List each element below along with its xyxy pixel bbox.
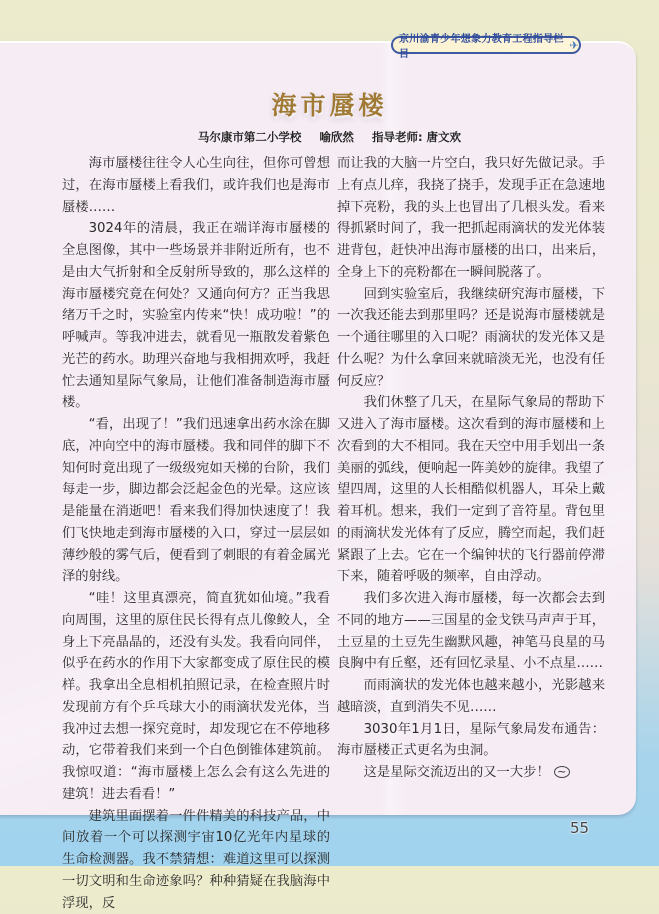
paragraph: 我们多次进入海市蜃楼，每一次都会去到不同的地方——三国星的金戈铁马声声于耳，土豆星的土豆先生幽默风趣，神笔马良星的马良胸中有丘壑，还有回忆录星、小不点星……: [337, 588, 605, 675]
paragraph: 回到实验室后，我继续研究海市蜃楼，下一次我还能去到那里吗？还是说海市蜃楼就是一个通往哪里的入口呢？雨滴状的发光体又是什么呢？为什么拿回来就暗淡无光，也没有任何反应？: [337, 284, 605, 393]
final-paragraph: [337, 762, 605, 784]
byline-school: 马尔康市第二小学校: [198, 130, 302, 144]
byline-author: 喻欣然: [319, 130, 354, 144]
page-number: 55: [570, 819, 589, 837]
paragraph: “看，出现了！”我们迅速拿出药水涂在脚底，冲向空中的海市蜃楼。我和同伴的脚下不知何时竟出现了一级级宛如天梯的台阶，我们每走一步，脚边都会泛起金色的光晕。这应该是能量在消逝吧！看来我们得加快速度了！我们飞快地走到海市蜃楼的入口，穿过一层层如薄纱般的雾气后，便看到了刺眼的有着金属光泽的射线。: [62, 414, 330, 588]
paragraph: 建筑里面摆着一件件精美的科技产品，中间放着一个可以探测宇宙10亿光年内星球的生命检测器。我不禁猜想：难道这里可以探测一切文明和生命迹象吗？种种猜疑在我脑海中浮现，反: [62, 806, 330, 914]
article-title: 海市蜃楼: [0, 86, 659, 122]
paper-plane-icon: ✈: [569, 39, 579, 52]
byline: [0, 129, 659, 145]
paragraph: 海市蜃楼往往令人心生向往，但你可曾想过，在海市蜃楼上看我们，或许我们也是海市蜃楼……: [62, 153, 330, 218]
column-badge: [391, 36, 581, 54]
right-column: [337, 153, 605, 784]
paragraph: 我们休整了几天，在星际气象局的帮助下又进入了海市蜃楼。这次看到的海市蜃楼和上次看到的大不相同。我在天空中用手划出一条美丽的弧线，便响起一阵美妙的旋律。我望了望四周，这里的人长相酷似机器人，耳朵上戴着耳机。想来，我们一定到了音符星。背包里的雨滴状发光体有了反应，腾空而起，我们赶紧跟了上去。它在一个编钟状的飞行器前停滞下来，随着呼吸的频率，自由浮动。: [337, 392, 605, 588]
paragraph: 3030年1月1日，星际气象局发布通告：海市蜃楼正式更名为虫洞。: [337, 719, 605, 763]
paragraph: 而雨滴状的发光体也越来越小，光影越来越暗淡，直到消失不见……: [337, 675, 605, 719]
paragraph-continuation: 而让我的大脑一片空白，我只好先做记录。手上有点儿痒，我挠了挠手，发现手正在急速地掉下亮粉，我的头上也冒出了几根头发。看来得抓紧时间了，我一把抓起雨滴状的发光体装进背包，赶快冲出海市蜃楼的出口，出来后，全身上下的亮粉都在一瞬间脱落了。: [337, 153, 605, 284]
end-mark-icon: ~: [554, 766, 570, 778]
paragraph: “哇！这里真漂亮，简直犹如仙境。”我看向周围，这里的原住民长得有点儿像鲛人，全身上下亮晶晶的，还没有头发。我看向同伴，似乎在药水的作用下大家都变成了原住民的模样。我拿出全息相机拍照记录，在检查照片时发现前方有个乒乓球大小的雨滴状发光体，当我冲过去想一探究竟时，却发现它在不停地移动，它带着我们来到一个白色倒锥体建筑前。我惊叹道：“海市蜃楼上怎么会有这么先进的建筑！进去看看！”: [62, 588, 330, 806]
byline-teacher: 指导老师: 唐文欢: [372, 130, 461, 144]
paragraph: 3024年的清晨，我正在端详海市蜃楼的全息图像，其中一些场景并非附近所有，也不是由大气折射和全反射所导致的，那么这样的海市蜃楼究竟在何处？又通向何方？正当我思绪万千之时，实验室内传来“快！成功啦！”的呼喊声。等我冲进去，就看见一瓶散发着紫色光芒的药水。助理兴奋地与我相拥欢呼，我赶忙去通知星际气象局，让他们准备制造海市蜃楼。: [62, 218, 330, 414]
left-column: [62, 153, 330, 914]
column-badge-label: 京川渝青少年想象力教育工程指导栏目: [399, 30, 565, 60]
final-paragraph-text: 这是星际交流迈出的又一大步！: [364, 765, 550, 780]
